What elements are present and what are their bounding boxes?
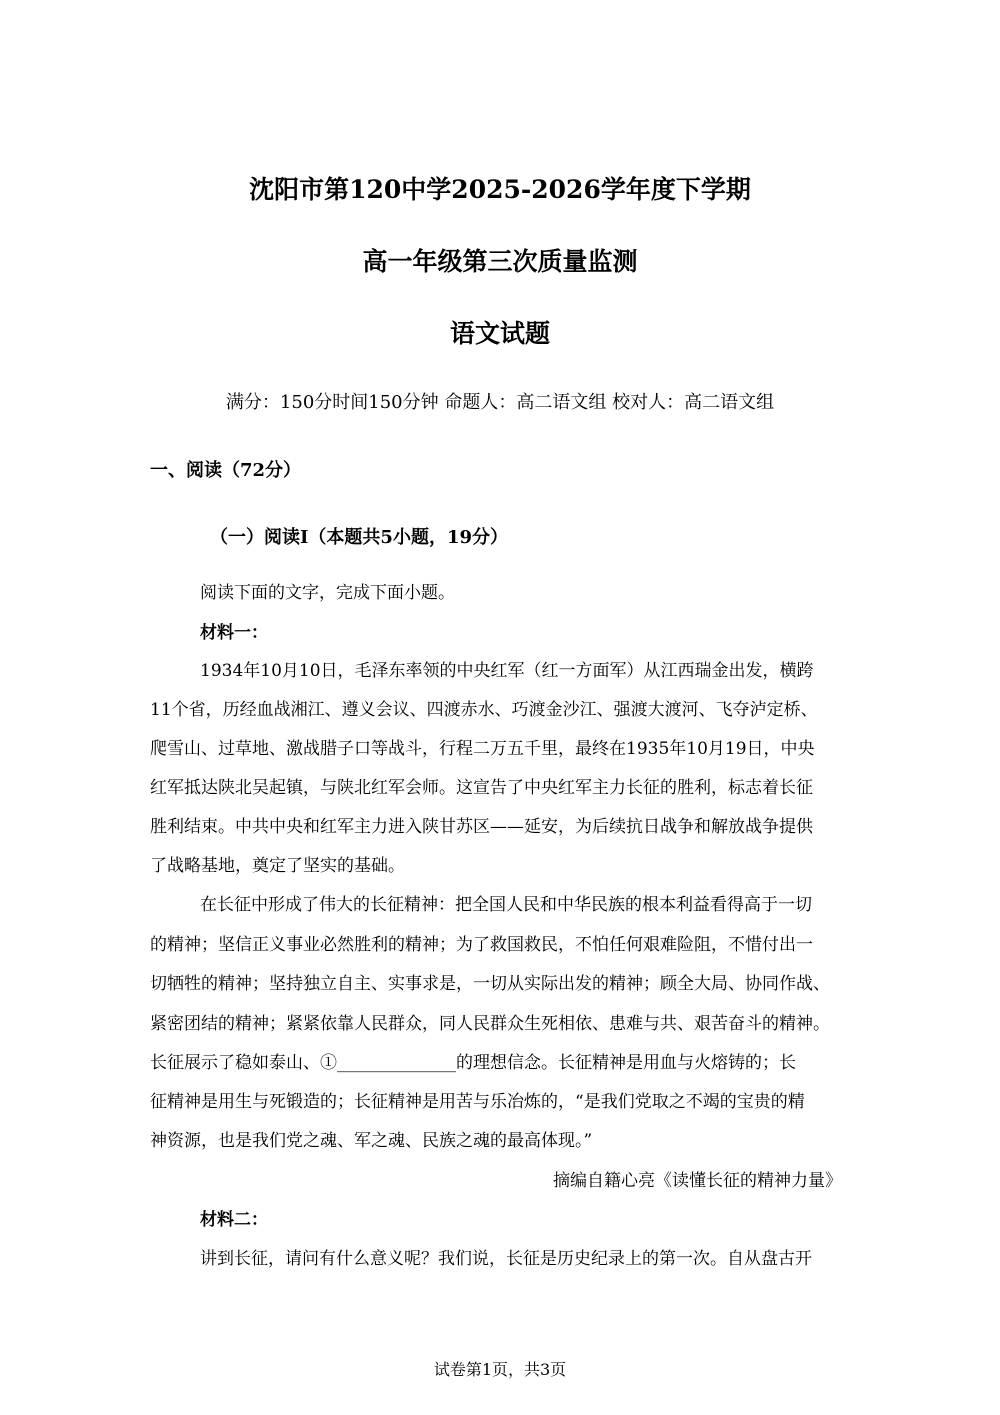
subsection-heading: （一）阅读I（本题共5小题，19分） bbox=[210, 527, 508, 548]
material1-p2-line7: 神资源，也是我们党之魂、军之魂、民族之魂的最高体现。” bbox=[150, 1131, 593, 1151]
material1-p2-line1: 在长征中形成了伟大的长征精神：把全国人民和中华民族的根本利益看得高于一切 bbox=[200, 895, 812, 915]
material1-p1-line5: 胜利结束。中共中央和红军主力进入陕甘苏区——延安，为后续抗日战争和解放战争提供 bbox=[150, 817, 813, 837]
exam-subtitle: 高一年级第三次质量监测 bbox=[362, 247, 638, 276]
material1-source: 摘编自籍心亮《读懂长征的精神力量》 bbox=[553, 1171, 842, 1191]
material1-p1-line3: 爬雪山、过草地、激战腊子口等战斗，行程二万五千里，最终在1935年10月19日，中央 bbox=[150, 739, 815, 759]
material1-p2-line4: 紧密团结的精神；紧紧依靠人民群众，同人民群众生死相依、患难与共、艰苦奋斗的精神。 bbox=[150, 1014, 830, 1034]
material1-p2-line3: 切牺牲的精神；坚持独立自主、实事求是，一切从实际出发的精神；顾全大局、协同作战、 bbox=[150, 974, 830, 994]
material1-p2-line5: 长征展示了稳如泰山、①______________的理想信念。长征精神是用血与火熔铸的；长 bbox=[150, 1053, 796, 1073]
exam-title: 沈阳市第120中学2025-2026学年度下学期 bbox=[249, 175, 751, 204]
material1-p2-line2: 的精神；坚信正义事业必然胜利的精神；为了救国救民，不怕任何艰难险阻，不惜付出一 bbox=[150, 935, 813, 955]
material1-label: 材料一： bbox=[200, 623, 268, 643]
material1-p1-line4: 红军抵达陕北吴起镇，与陕北红军会师。这宣告了中央红军主力长征的胜利，标志着长征 bbox=[150, 778, 813, 798]
exam-meta: 满分：150分时间150分钟 命题人：高二语文组 校对人：高二语文组 bbox=[225, 392, 775, 413]
material2-p1-line1: 讲到长征，请问有什么意义呢？我们说，长征是历史纪录上的第一次。自从盘古开 bbox=[200, 1249, 812, 1269]
section-heading: 一、阅读（72分） bbox=[150, 460, 302, 481]
page-footer: 试卷第1页，共3页 bbox=[433, 1360, 567, 1379]
material1-p1-line1: 1934年10月10日，毛泽东率领的中央红军（红一方面军）从江西瑞金出发，横跨 bbox=[200, 661, 814, 681]
instruction-text: 阅读下面的文字，完成下面小题。 bbox=[200, 583, 455, 603]
exam-subject: 语文试题 bbox=[449, 319, 550, 348]
material1-p1-line6: 了战略基地，奠定了坚实的基础。 bbox=[150, 856, 405, 876]
material1-p1-line2: 11个省，历经血战湘江、遵义会议、四渡赤水、巧渡金沙江、强渡大渡河、飞夺泸定桥、 bbox=[150, 700, 818, 720]
material2-label: 材料二： bbox=[200, 1210, 268, 1230]
material1-p2-line6: 征精神是用生与死锻造的；长征精神是用苦与乐冶炼的，“是我们党取之不竭的宝贵的精 bbox=[150, 1092, 805, 1112]
